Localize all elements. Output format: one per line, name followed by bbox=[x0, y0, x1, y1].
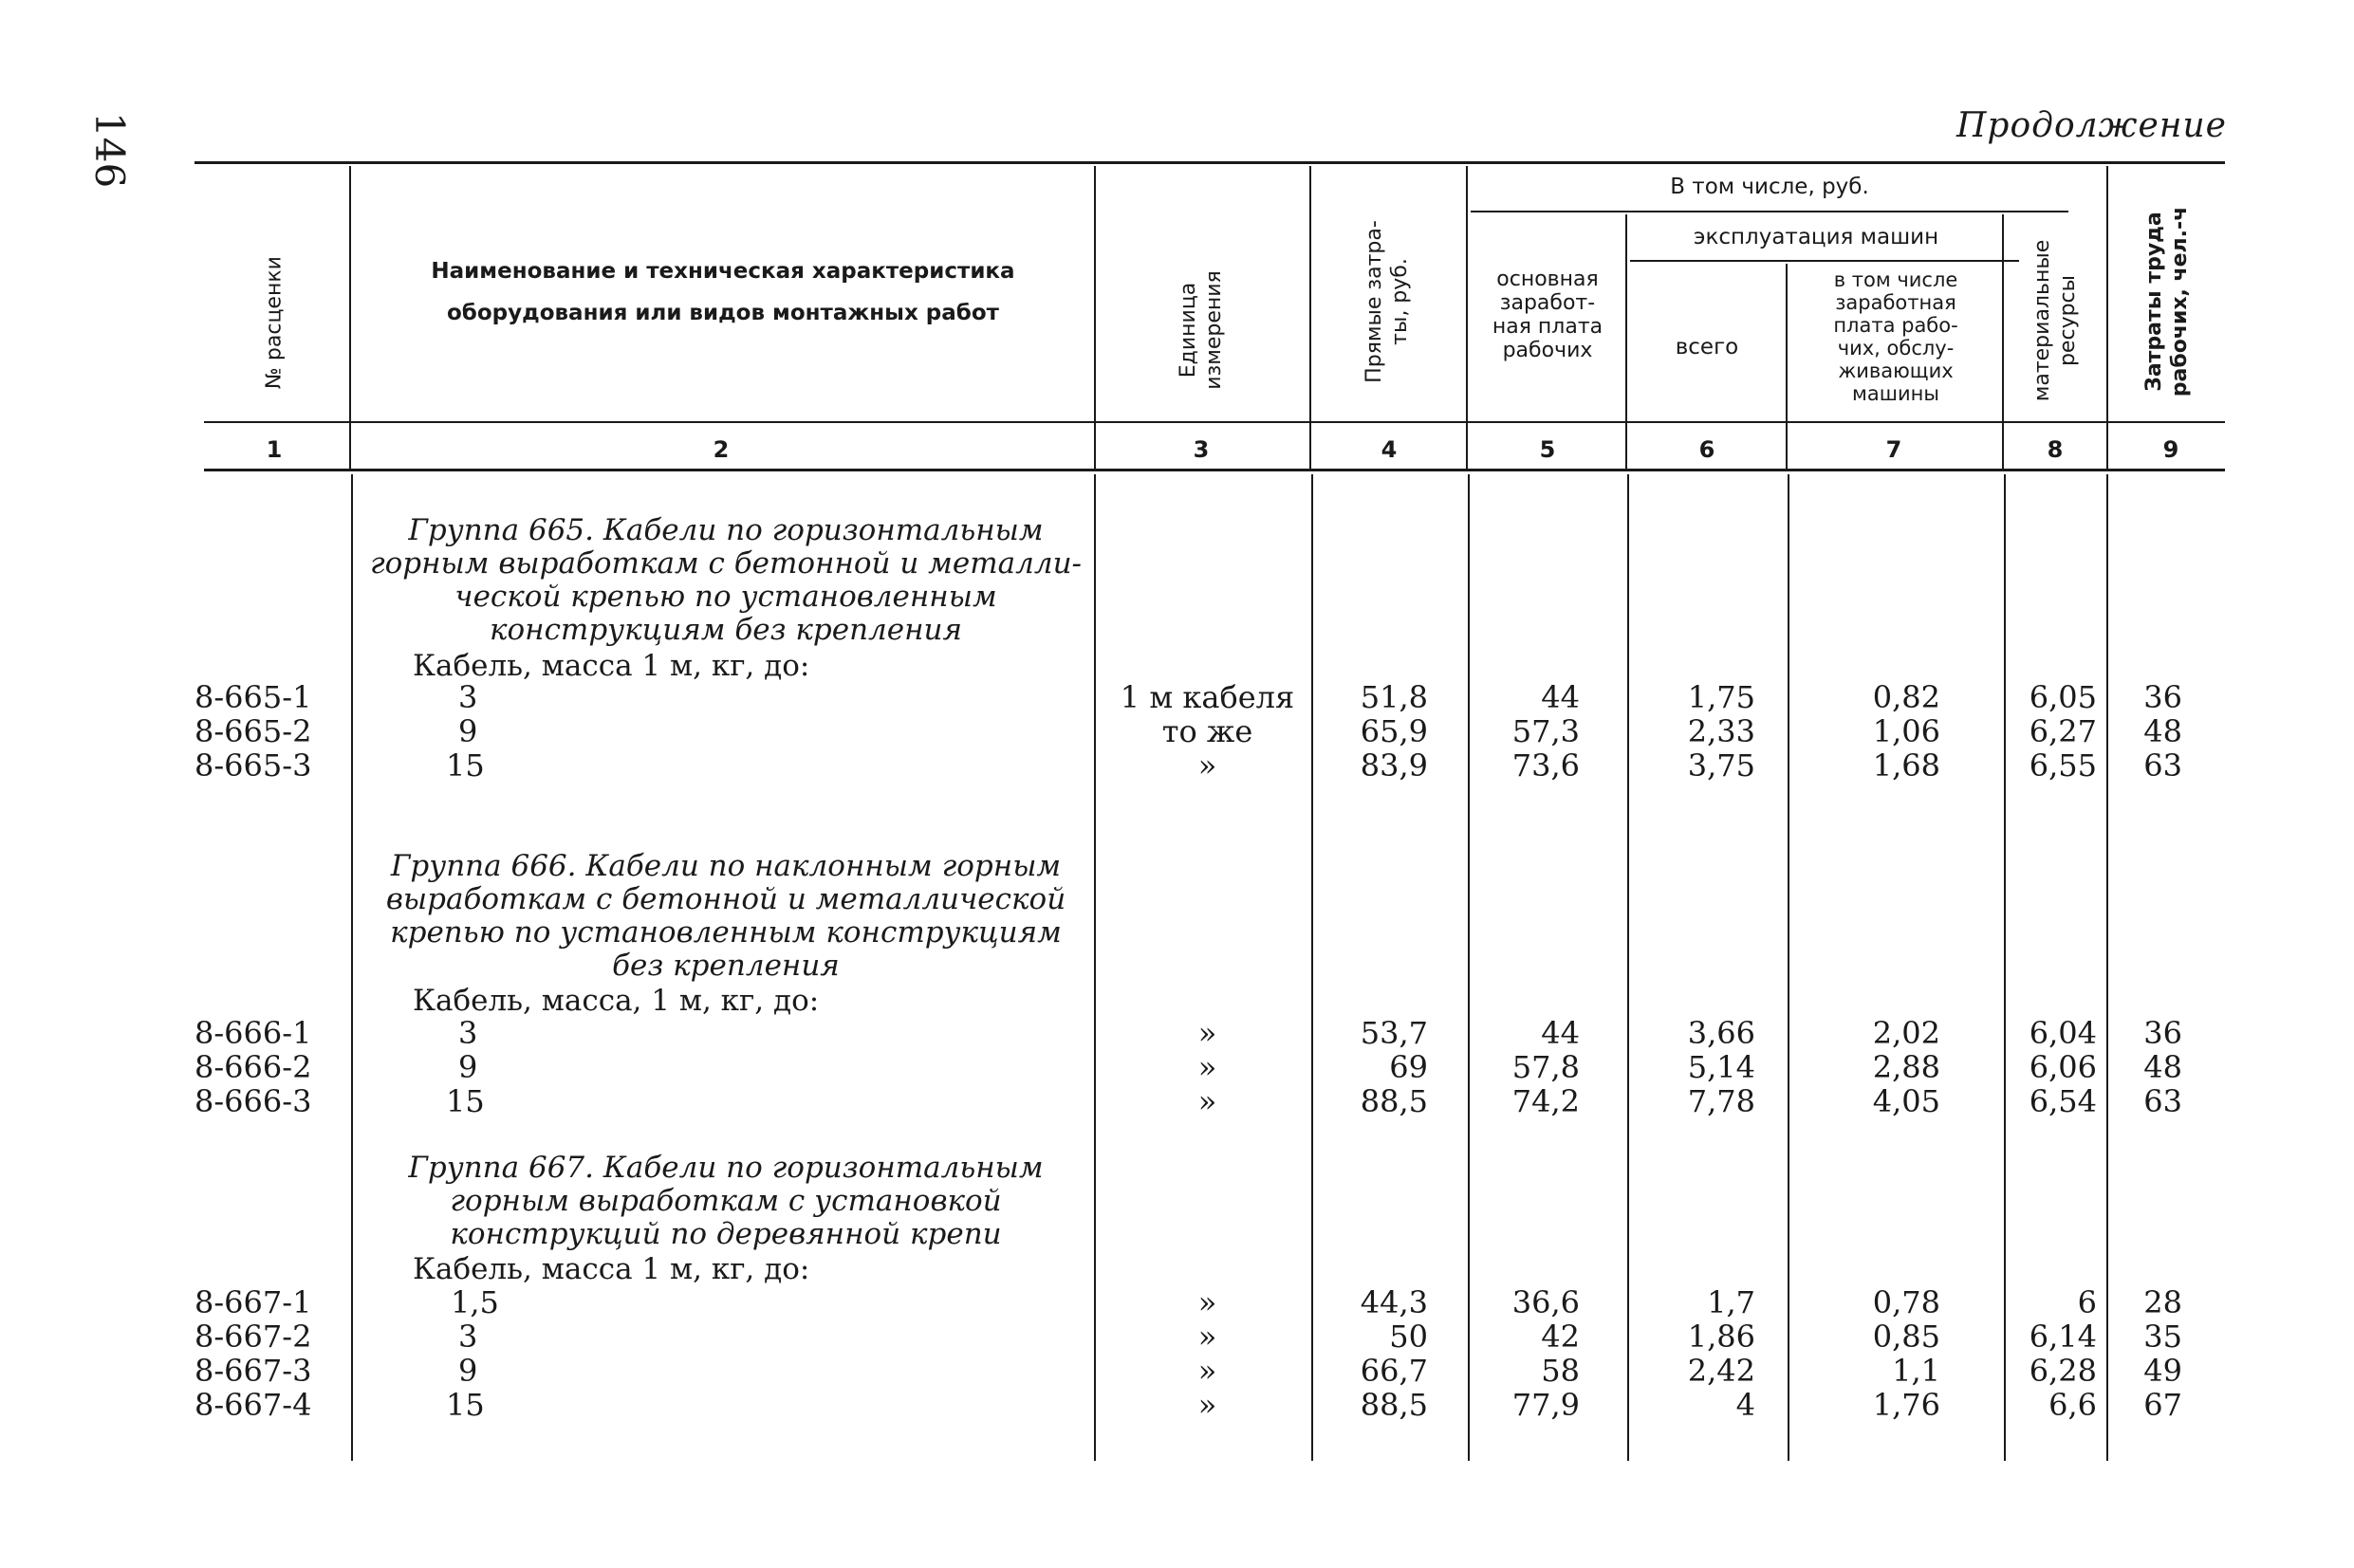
cell-machines-total: 4 bbox=[1735, 1387, 1755, 1423]
col7-line: машины bbox=[1852, 382, 1939, 405]
cell-labor: 48 bbox=[2143, 713, 2182, 749]
cell-materials: 6,54 bbox=[2029, 1083, 2097, 1119]
col9-header-line2: рабочих, чел.-ч bbox=[2168, 206, 2192, 397]
col5-header bbox=[1471, 267, 1624, 362]
cell-direct-costs: 51,8 bbox=[1360, 679, 1428, 715]
row-unit: » bbox=[1197, 1015, 1217, 1051]
cell-direct-costs: 69 bbox=[1389, 1049, 1428, 1085]
cell-labor: 63 bbox=[2143, 747, 2182, 784]
column-number: 3 bbox=[1193, 436, 1210, 463]
cell-machine-wages: 1,76 bbox=[1872, 1387, 1940, 1423]
row-code: 8-667-2 bbox=[195, 1319, 312, 1355]
cell-base-wages: 77,9 bbox=[1511, 1387, 1580, 1423]
cell-materials: 6,55 bbox=[2029, 747, 2097, 784]
row-name: 3 bbox=[458, 679, 478, 715]
group-intro: Кабель, масса, 1 м, кг, до: bbox=[413, 984, 820, 1018]
cell-base-wages: 42 bbox=[1541, 1319, 1580, 1355]
cell-machines-total: 1,7 bbox=[1707, 1284, 1755, 1320]
col1-header: № расценки bbox=[262, 256, 287, 389]
cell-direct-costs: 44,3 bbox=[1360, 1284, 1428, 1320]
col6-header: всего bbox=[1675, 335, 1739, 360]
col9-header-line1: Затраты труда bbox=[2142, 212, 2166, 392]
cell-machines-total: 3,75 bbox=[1687, 747, 1755, 784]
cell-machine-wages: 1,1 bbox=[1892, 1353, 1940, 1389]
col7-header bbox=[1789, 268, 2002, 405]
cell-base-wages: 58 bbox=[1541, 1353, 1580, 1389]
page-number: 146 bbox=[86, 112, 133, 189]
cell-machine-wages: 0,78 bbox=[1872, 1284, 1940, 1320]
row-code: 8-666-3 bbox=[195, 1083, 312, 1119]
col7-line: чих, обслу- bbox=[1837, 337, 1955, 360]
cell-labor: 28 bbox=[2143, 1284, 2182, 1320]
cell-direct-costs: 88,5 bbox=[1360, 1387, 1428, 1423]
row-name: 15 bbox=[446, 747, 485, 784]
col8-header-line2: ресурсы bbox=[2056, 274, 2080, 367]
cell-labor: 49 bbox=[2143, 1353, 2182, 1389]
row-code: 8-667-3 bbox=[195, 1353, 312, 1389]
col4-header-line1: Прямые затра- bbox=[1362, 220, 1386, 383]
cell-base-wages: 73,6 bbox=[1511, 747, 1580, 784]
cell-base-wages: 44 bbox=[1541, 1015, 1580, 1051]
col8-header-line1: материальные bbox=[2030, 239, 2054, 402]
group-title-line: Группа 667. Кабели по горизонтальным bbox=[408, 1151, 1044, 1185]
row-name: 3 bbox=[458, 1015, 478, 1051]
cell-labor: 36 bbox=[2143, 1015, 2182, 1051]
cell-materials: 6,04 bbox=[2029, 1015, 2097, 1051]
cell-direct-costs: 53,7 bbox=[1360, 1015, 1428, 1051]
row-code: 8-666-2 bbox=[195, 1049, 312, 1085]
cell-machines-total: 5,14 bbox=[1687, 1049, 1755, 1085]
group-title-line: без крепления bbox=[612, 949, 840, 983]
column-number: 6 bbox=[1698, 436, 1715, 463]
group-title-line: конструкций по деревянной крепи bbox=[450, 1217, 1002, 1251]
row-code: 8-666-1 bbox=[195, 1015, 312, 1051]
col3-header bbox=[1176, 270, 1227, 390]
cell-machines-total: 2,33 bbox=[1687, 713, 1755, 749]
cell-machine-wages: 2,88 bbox=[1872, 1049, 1940, 1085]
col7-line: в том числе bbox=[1833, 268, 1958, 291]
row-unit: » bbox=[1197, 1049, 1217, 1085]
cell-base-wages: 57,8 bbox=[1511, 1049, 1580, 1085]
column-number: 8 bbox=[2047, 436, 2064, 463]
column-number: 9 bbox=[2162, 436, 2179, 463]
row-unit: 1 м кабеля bbox=[1120, 679, 1295, 715]
column-number: 2 bbox=[713, 436, 730, 463]
column-number: 1 bbox=[266, 436, 283, 463]
row-unit: » bbox=[1197, 747, 1217, 784]
cell-machines-total: 3,66 bbox=[1687, 1015, 1755, 1051]
col3-header-line1: Единица bbox=[1177, 282, 1200, 378]
column-number: 5 bbox=[1539, 436, 1556, 463]
col7-line: плата рабо- bbox=[1833, 314, 1958, 337]
cell-direct-costs: 50 bbox=[1389, 1319, 1428, 1355]
cell-materials: 6,06 bbox=[2029, 1049, 2097, 1085]
row-code: 8-665-1 bbox=[195, 679, 312, 715]
column-number: 4 bbox=[1381, 436, 1398, 463]
row-name: 15 bbox=[446, 1083, 485, 1119]
row-code: 8-665-3 bbox=[195, 747, 312, 784]
col7-line: заработная bbox=[1835, 291, 1956, 314]
col9-header bbox=[2141, 207, 2193, 397]
cell-machine-wages: 1,68 bbox=[1872, 747, 1940, 784]
cell-labor: 36 bbox=[2143, 679, 2182, 715]
group-title-line: конструкциям без крепления bbox=[489, 613, 963, 647]
machines-header-title: эксплуатация машин bbox=[1693, 225, 1939, 249]
cell-direct-costs: 83,9 bbox=[1360, 747, 1428, 784]
group-title bbox=[365, 1152, 1086, 1251]
span-header-title: В том числе, руб. bbox=[1670, 175, 1869, 199]
cell-labor: 48 bbox=[2143, 1049, 2182, 1085]
col5-line: рабочих bbox=[1502, 339, 1593, 362]
col8-header bbox=[2030, 240, 2081, 402]
cell-machines-total: 1,75 bbox=[1687, 679, 1755, 715]
group-intro: Кабель, масса 1 м, кг, до: bbox=[413, 1252, 810, 1286]
cell-machine-wages: 0,82 bbox=[1872, 679, 1940, 715]
row-name: 9 bbox=[458, 713, 478, 749]
cell-machine-wages: 0,85 bbox=[1872, 1319, 1940, 1355]
cell-base-wages: 36,6 bbox=[1511, 1284, 1580, 1320]
row-name: 15 bbox=[446, 1387, 485, 1423]
cell-materials: 6,6 bbox=[2048, 1387, 2097, 1423]
col2-header-line1: Наименование и техническая характеристика bbox=[431, 259, 1015, 284]
group-title-line: Группа 666. Кабели по наклонным горным bbox=[390, 849, 1062, 883]
group-title-line: горным выработкам с установкой bbox=[450, 1184, 1002, 1218]
cell-base-wages: 57,3 bbox=[1511, 713, 1580, 749]
row-name: 9 bbox=[458, 1049, 478, 1085]
group-title-line: выработкам с бетонной и металлической bbox=[385, 882, 1066, 916]
group-title-line: Группа 665. Кабели по горизонтальным bbox=[408, 513, 1044, 547]
col4-header-line2: ты, руб. bbox=[1388, 258, 1412, 345]
row-unit: то же bbox=[1161, 713, 1253, 749]
group-title-line: горным выработкам с бетонной и металли- bbox=[369, 546, 1083, 581]
cell-direct-costs: 88,5 bbox=[1360, 1083, 1428, 1119]
group-title-line: ческой крепью по установленным bbox=[454, 580, 997, 614]
row-code: 8-665-2 bbox=[195, 713, 312, 749]
row-name: 1,5 bbox=[451, 1284, 499, 1320]
cell-machine-wages: 1,06 bbox=[1872, 713, 1940, 749]
cell-base-wages: 74,2 bbox=[1511, 1083, 1580, 1119]
column-number: 7 bbox=[1885, 436, 1902, 463]
col3-header-line2: измерения bbox=[1202, 270, 1226, 390]
cell-machines-total: 7,78 bbox=[1687, 1083, 1755, 1119]
cell-machine-wages: 2,02 bbox=[1872, 1015, 1940, 1051]
cell-materials: 6,14 bbox=[2029, 1319, 2097, 1355]
row-code: 8-667-1 bbox=[195, 1284, 312, 1320]
continuation-label: Продолжение bbox=[1956, 106, 2227, 145]
group-title bbox=[365, 514, 1086, 647]
cell-labor: 67 bbox=[2143, 1387, 2182, 1423]
col5-line: основная bbox=[1496, 267, 1599, 291]
cell-materials: 6,27 bbox=[2029, 713, 2097, 749]
group-title bbox=[365, 850, 1086, 983]
group-title-line: крепью по установленным конструкциям bbox=[390, 915, 1062, 950]
col7-line: живающих bbox=[1838, 360, 1954, 382]
cell-materials: 6 bbox=[2077, 1284, 2097, 1320]
row-unit: » bbox=[1197, 1319, 1217, 1355]
cell-labor: 35 bbox=[2143, 1319, 2182, 1355]
col4-header bbox=[1362, 220, 1413, 383]
cell-machine-wages: 4,05 bbox=[1872, 1083, 1940, 1119]
col5-line: ная плата bbox=[1492, 315, 1603, 339]
cell-materials: 6,05 bbox=[2029, 679, 2097, 715]
row-unit: » bbox=[1197, 1387, 1217, 1423]
cell-direct-costs: 66,7 bbox=[1360, 1353, 1428, 1389]
col5-line: заработ- bbox=[1499, 291, 1596, 315]
cell-labor: 63 bbox=[2143, 1083, 2182, 1119]
group-intro: Кабель, масса 1 м, кг, до: bbox=[413, 649, 810, 683]
cell-machines-total: 2,42 bbox=[1687, 1353, 1755, 1389]
row-name: 9 bbox=[458, 1353, 478, 1389]
col2-header-line2: оборудования или видов монтажных работ bbox=[447, 301, 999, 325]
row-unit: » bbox=[1197, 1353, 1217, 1389]
row-name: 3 bbox=[458, 1319, 478, 1355]
row-code: 8-667-4 bbox=[195, 1387, 312, 1423]
row-unit: » bbox=[1197, 1083, 1217, 1119]
cell-direct-costs: 65,9 bbox=[1360, 713, 1428, 749]
row-unit: » bbox=[1197, 1284, 1217, 1320]
cell-base-wages: 44 bbox=[1541, 679, 1580, 715]
cell-machines-total: 1,86 bbox=[1687, 1319, 1755, 1355]
cell-materials: 6,28 bbox=[2029, 1353, 2097, 1389]
